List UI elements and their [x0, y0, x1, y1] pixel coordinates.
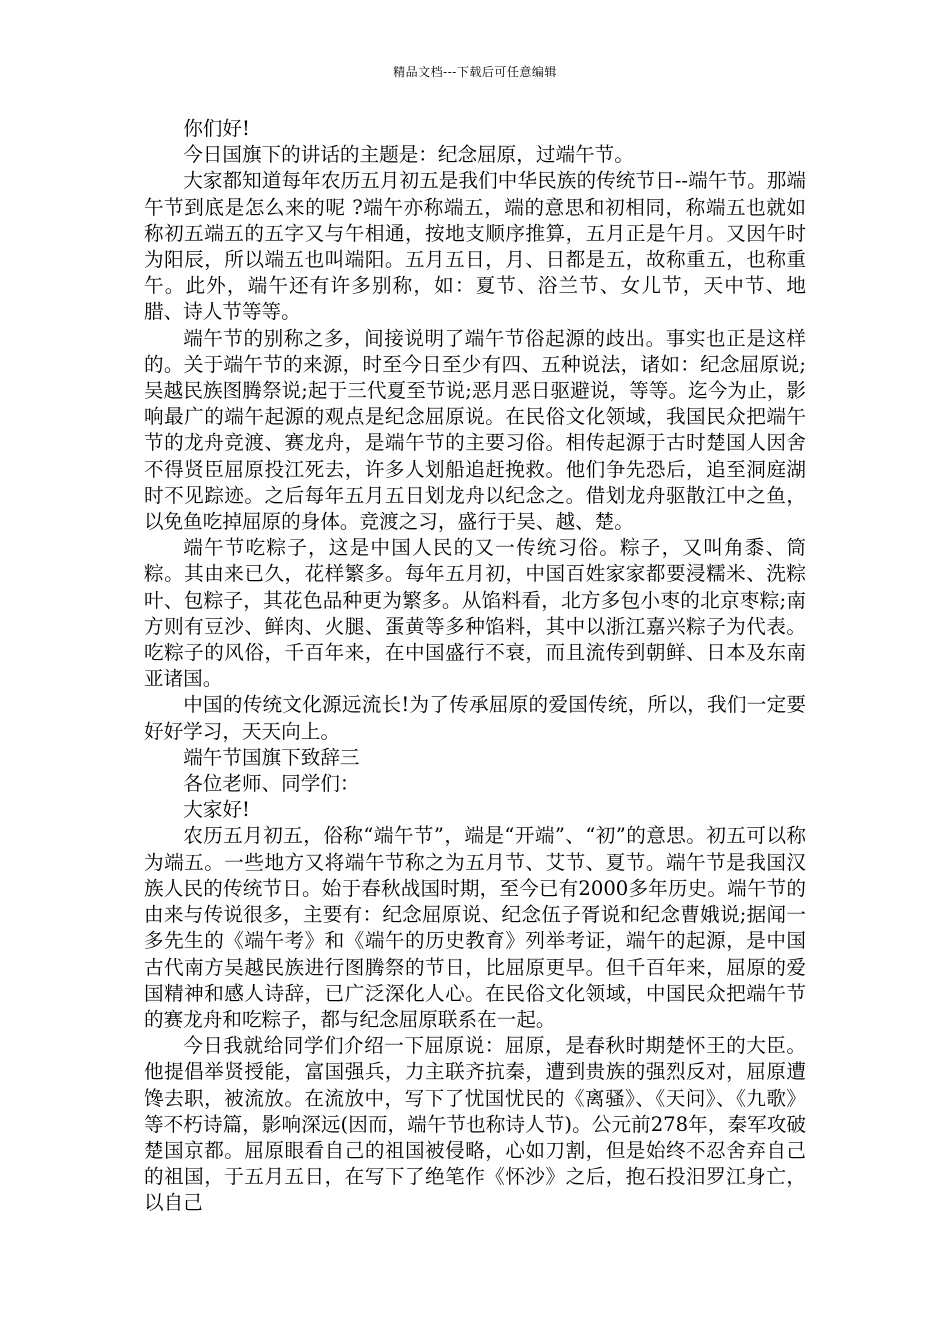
paragraph-origin: 大家都知道每年农历五月初五是我们中华民族的传统节日--端午节。那端午节到底是怎么来的呢 ?端午亦称端五，端的意思和初相同，称端五也就如称初五端五的五字又与午相通，按地支顺序推算，五月正是午月。又因午时为阳辰，所以端五也叫端阳。五月五日，月、日都是五，故称重五，也称重午。此外，端午还有许多别称，如：夏节、浴兰节、女儿节，天中节、地腊、诗人节等等。 — [144, 169, 806, 324]
paragraph-quyuan: 今日我就给同学们介绍一下屈原说：屈原，是春秋时期楚怀王的大臣。他提倡举贤授能，富国强兵，力主联齐抗秦，遭到贵族的强烈反对，屈原遭馋去职，被流放。在流放中，写下了忧国忧民的《离骚》、《天问》、《九歌》等不朽诗篇，影响深远(因而，端午节也称诗人节)。公元前278年，秦军攻破楚国京都。屈原眼看自己的祖国被侵略，心如刀割，但是始终不忍舍弃自己的祖国，于五月五日，在写下了绝笔作《怀沙》之后，抱石投汨罗江身亡，以自己 — [144, 1034, 806, 1215]
paragraph-zongzi: 端午节吃粽子，这是中国人民的又一传统习俗。粽子，又叫角黍、筒粽。其由来已久，花样繁多。每年五月初，中国百姓家家都要浸糯米、洗粽叶、包粽子，其花色品种更为繁多。从馅料看，北方多包小枣的北京枣粽;南方则有豆沙、鲜肉、火腿、蛋黄等多种馅料，其中以浙江嘉兴粽子为代表。吃粽子的风俗，千百年来，在中国盛行不衰，而且流传到朝鲜、日本及东南亚诸国。 — [144, 536, 806, 691]
paragraph-hello: 大家好! — [183, 798, 250, 822]
document-body — [144, 116, 806, 1217]
paragraph-greeting: 你们好! — [183, 117, 250, 140]
paragraph-names: 端午节的别称之多，间接说明了端午节俗起源的歧出。事实也正是这样的。关于端午节的来源，时至今日至少有四、五种说法，诸如：纪念屈原说;吴越民族图腾祭说;起于三代夏至节说;恶月恶日驱避说，等等。迄今为止，影响最广的端午起源的观点是纪念屈原说。在民俗文化领域，我国民众把端午节的龙舟竞渡、赛龙舟，是端午节的主要习俗。相传起源于古时楚国人因舍不得贤臣屈原投江死去，许多人划船追赶挽救。他们争先恐后，追至洞庭湖时不见踪迹。之后每年五月五日划龙舟以纪念之。借划龙舟驱散江中之鱼，以免鱼吃掉屈原的身体。竞渡之习，盛行于吴、越、楚。 — [144, 326, 806, 534]
page-header: 精品文档---下载后可任意编辑 — [393, 65, 557, 79]
paragraph-salutation: 各位老师、同学们： — [183, 772, 360, 796]
paragraph-closing: 中国的传统文化源远流长!为了传承屈原的爱国传统，所以，我们一定要好好学习，天天向上。 — [144, 693, 806, 743]
paragraph-festival: 农历五月初五，俗称“端午节”，端是“开端”、“初”的意思。初五可以称为端五。一些地方又将端午节称之为五月节、艾节、夏节。端午节是我国汉族人民的传统节日。始于春秋战国时期，至今已有2000多年历史。端午节的由来与传说很多，主要有：纪念屈原说、纪念伍子胥说和纪念曹娥说;据闻一多先生的《端午考》和《端午的历史教育》列举考证，端午的起源，是中国古代南方吴越民族进行图腾祭的节日，比屈原更早。但千百年来，屈原的爱国精神和感人诗辞，已广泛深化人心。在民俗文化领域，中国民众把端午节的赛龙舟和吃粽子，都与纪念屈原联系在一起。 — [144, 824, 806, 1031]
paragraph-topic: 今日国旗下的讲话的主题是：纪念屈原，过端午节。 — [183, 143, 634, 167]
section-title: 端午节国旗下致辞三 — [183, 745, 360, 769]
